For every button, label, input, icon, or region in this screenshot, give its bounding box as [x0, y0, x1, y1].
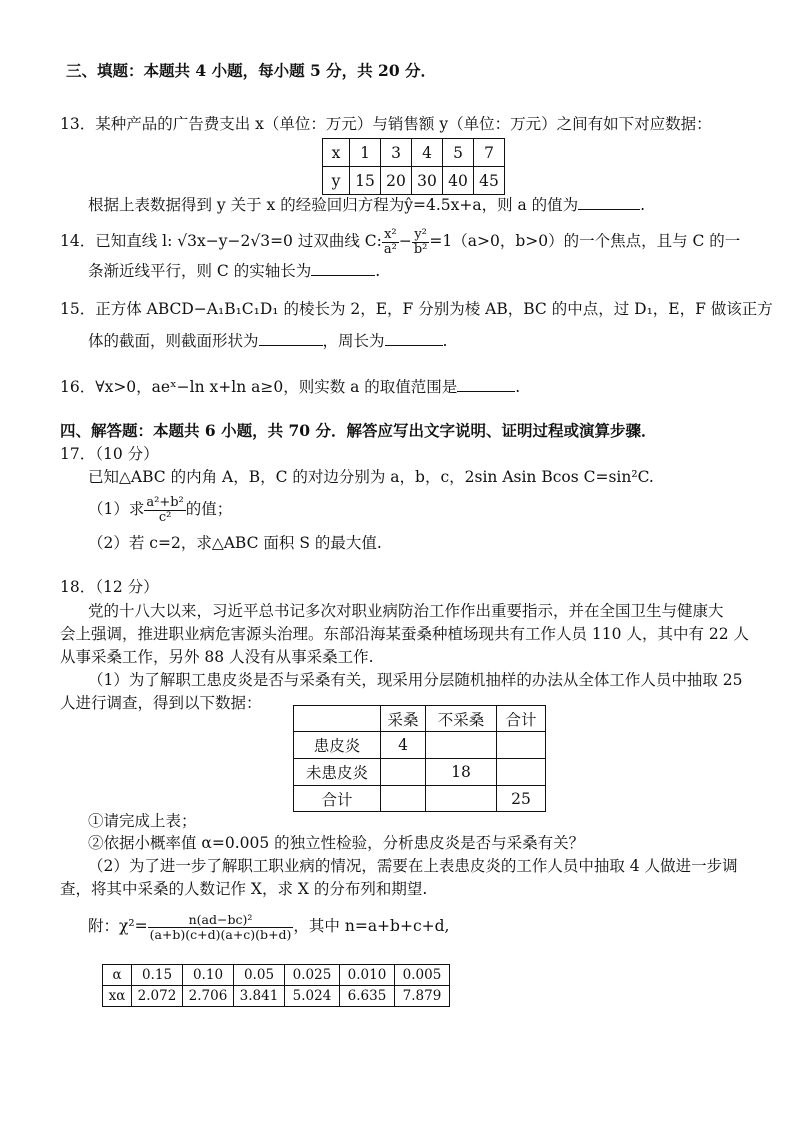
table-cell: 6.635	[340, 986, 395, 1007]
table-cell: 4	[381, 732, 426, 759]
q18-p2: 会上强调，推进职业病危害源头治理。东部沿海某蚕桑种植场现共有工作人员 110 人，其中有 22 人	[60, 625, 750, 643]
table-row	[294, 706, 546, 732]
answer-blank[interactable]	[311, 261, 375, 276]
frac-numerator: a²+b²	[146, 494, 184, 510]
q14-minus: −	[398, 232, 412, 250]
q15-text-b: ，周长为	[322, 332, 385, 350]
table-cell: 不采桑	[426, 706, 497, 732]
q18-s3: （2）为了进一步了解职工职业病的情况，需要在上表患皮炎的工作人员中抽取 4 人做进一步调	[88, 857, 738, 875]
q14-text-b: =1（a>0，b>0）的一个焦点，且与 C 的一	[429, 232, 741, 250]
table-cell: 患皮炎	[294, 732, 381, 759]
q14-line2-text: 条渐近线平行，则 C 的实轴长为	[88, 262, 312, 280]
q18-s1: ①请完成上表；	[88, 812, 197, 830]
q13-cell: y	[323, 167, 350, 195]
q18-s2: ②依据小概率值 α=0.005 的独立性检验，分析患皮炎是否与采桑有关？	[88, 834, 585, 852]
x-alpha-row	[103, 986, 450, 1007]
q14-line1	[60, 226, 740, 257]
answer-blank[interactable]	[457, 377, 515, 392]
q13-cell: 7	[474, 139, 505, 167]
critical-value-table	[102, 964, 450, 1007]
q18-title: 18．（12 分）	[60, 578, 159, 596]
q18-s4: 查，将其中采桑的人数记作 X，求 X 的分布列和期望.	[60, 880, 428, 898]
q17-part1-b: 的值；	[185, 500, 233, 518]
q15-period: .	[442, 332, 448, 350]
q18-p5: 人进行调查，得到以下数据：	[60, 694, 262, 712]
q15-text-a: 体的截面，则截面形状为	[88, 332, 259, 350]
table-cell	[381, 786, 426, 812]
q15-line1: 15．正方体 ABCD−A₁B₁C₁D₁ 的棱长为 2，E，F 分别为棱 AB，BC 的中点，过 D₁，E，F 做该正方	[60, 300, 773, 318]
table-cell	[426, 786, 497, 812]
q13-line2	[88, 194, 645, 216]
table-cell: 2.072	[132, 986, 183, 1007]
table-cell	[381, 759, 426, 786]
q16-line1	[60, 376, 520, 398]
table-cell: 0.010	[340, 965, 395, 986]
q17-part2: （2）若 c=2，求△ABC 面积 S 的最大值.	[88, 534, 382, 552]
answer-blank-perimeter[interactable]	[385, 331, 443, 346]
table-cell: 3.841	[234, 986, 285, 1007]
q15-line2	[88, 330, 447, 352]
q13-row-y	[323, 167, 505, 195]
frac-denominator: (a+b)(c+d)(a+c)(b+d)	[149, 926, 292, 942]
answer-blank-shape[interactable]	[259, 331, 323, 346]
q17-part1-a: （1）求	[88, 500, 145, 518]
q14-line2	[88, 260, 380, 282]
table-cell: 25	[497, 786, 546, 812]
q14-fraction-y	[412, 228, 430, 257]
q13-period: .	[640, 196, 646, 214]
q13-cell: 20	[381, 167, 412, 195]
q16-period: .	[515, 378, 521, 396]
appendix-tail: ，其中 n=a+b+c+d,	[293, 917, 450, 935]
frac-denominator: a²	[383, 241, 397, 257]
section3-heading: 三、填题：本题共 4 小题，每小题 5 分，共 20 分．	[66, 61, 437, 80]
q13-cell: 40	[443, 167, 474, 195]
chi-square-fraction	[148, 913, 294, 942]
alpha-row	[103, 965, 450, 986]
table-cell: 未患皮炎	[294, 759, 381, 786]
q17-title: 17．（10 分）	[60, 445, 159, 463]
table-cell: 合计	[497, 706, 546, 732]
q13-row-x	[323, 139, 505, 167]
table-cell: 0.10	[183, 965, 234, 986]
table-cell	[497, 732, 546, 759]
q16-text: 16．∀x>0，aeˣ−ln x+ln a≥0，则实数 a 的取值范围是	[60, 378, 458, 396]
table-cell: α	[103, 965, 132, 986]
table-cell: 18	[426, 759, 497, 786]
appendix-label: 附：χ²=	[88, 917, 148, 935]
frac-denominator: c²	[158, 509, 172, 525]
table-row	[294, 759, 546, 786]
table-cell	[294, 706, 381, 732]
table-cell: 7.879	[395, 986, 450, 1007]
table-cell: 0.025	[285, 965, 340, 986]
section4-heading: 四、解答题：本题共 6 小题，共 70 分．解答应写出文字说明、证明过程或演算步骤．	[60, 421, 657, 440]
q18-p1: 党的十八大以来，习近平总书记多次对职业病防治工作作出重要指示，并在全国卫生与健康大	[88, 602, 724, 620]
q13-cell: 1	[350, 139, 381, 167]
table-cell: 2.706	[183, 986, 234, 1007]
q13-cell: 4	[412, 139, 443, 167]
table-cell: 采桑	[381, 706, 426, 732]
q13-line2-text: 根据上表数据得到 y 关于 x 的经验回归方程为ŷ=4.5x+a，则 a 的值为	[88, 196, 579, 214]
frac-numerator: n(ad−bc)²	[148, 913, 294, 928]
q14-text-a: 14．已知直线 l: √3x−y−2√3=0 过双曲线 C:	[60, 232, 382, 250]
table-cell: 合计	[294, 786, 381, 812]
table-cell: xα	[103, 986, 132, 1007]
table-cell: 0.05	[234, 965, 285, 986]
table-cell: 0.005	[395, 965, 450, 986]
q13-cell: 5	[443, 139, 474, 167]
q13-cell: 30	[412, 167, 443, 195]
q13-cell: 45	[474, 167, 505, 195]
table-row	[294, 786, 546, 812]
q18-contingency-table	[293, 705, 546, 812]
q14-period: .	[375, 262, 381, 280]
frac-numerator: x²	[382, 228, 399, 243]
q18-p4: （1）为了解职工患皮炎是否与采桑有关，现采用分层随机抽样的办法从全体工作人员中抽取 25	[88, 671, 743, 689]
frac-numerator: y²	[412, 228, 430, 243]
table-row	[294, 732, 546, 759]
q17-fraction	[144, 496, 185, 525]
table-cell	[426, 732, 497, 759]
q13-cell: 3	[381, 139, 412, 167]
q13-table	[322, 138, 505, 195]
table-cell: 5.024	[285, 986, 340, 1007]
q17-stem: 已知△ABC 的内角 A，B，C 的对边分别为 a，b，c，2sin Asin Bcos C=sin²C.	[88, 468, 654, 486]
q13-cell: 15	[350, 167, 381, 195]
q13-cell: x	[323, 139, 350, 167]
q17-part1	[88, 494, 232, 525]
q18-appendix	[88, 908, 449, 944]
q14-fraction-x	[382, 228, 399, 257]
table-cell: 0.15	[132, 965, 183, 986]
table-cell	[497, 759, 546, 786]
q13-line1: 13．某种产品的广告费支出 x（单位：万元）与销售额 y（单位：万元）之间有如下对应数据：	[60, 115, 712, 133]
q18-p3: 从事采桑工作，另外 88 人没有从事采桑工作.	[60, 648, 374, 666]
answer-blank[interactable]	[578, 195, 640, 210]
frac-denominator: b²	[413, 241, 428, 257]
